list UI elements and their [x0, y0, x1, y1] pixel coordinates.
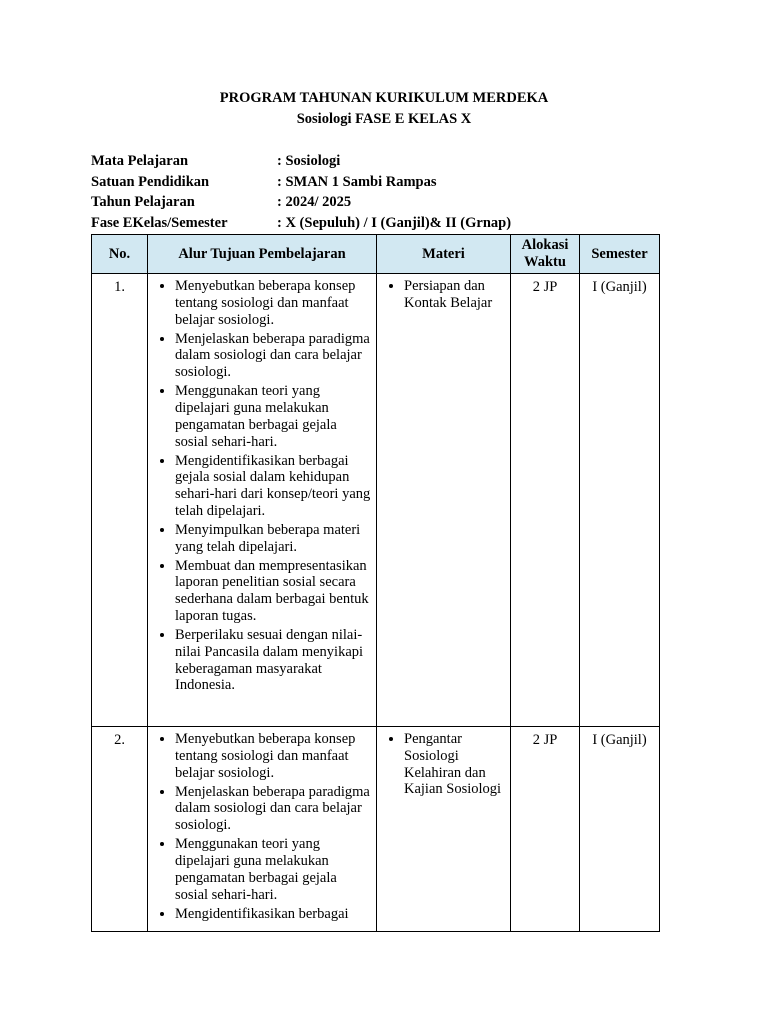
list-item: • Menyebutkan beberapa konsep tentang sosiologi dan manfaat belajar sosiologi. [175, 731, 372, 781]
document-subtitle: Sosiologi FASE E KELAS X [296, 111, 472, 127]
document-title: PROGRAM TAHUNAN KURIKULUM MERDEKA [219, 90, 549, 106]
meta-value: : X (Sepuluh) / I (Ganjil)& II (Grnap) [277, 214, 512, 231]
table-header-row [92, 235, 660, 274]
cell-atp [148, 727, 377, 932]
meta-value: : SMAN 1 Sambi Rampas [277, 173, 437, 190]
cell-no: 1. [92, 274, 148, 727]
cell-materi [377, 274, 511, 727]
list-item: • Membuat dan mempresentasikan laporan penelitian sosial secara sederhana dalam berbagai bentuk laporan tugas. [175, 558, 372, 625]
header-materi: Materi [377, 235, 511, 274]
list-item: • Menjelaskan beberapa paradigma dalam sosiologi dan cara belajar sosiologi. [175, 784, 372, 834]
program-table [91, 234, 660, 932]
cell-atp [148, 274, 377, 727]
table-row [92, 727, 660, 932]
meta-label: Fase EKelas/Semester [91, 214, 228, 231]
meta-label: Satuan Pendidikan [91, 173, 210, 190]
cell-semester: I (Ganjil) [580, 274, 660, 727]
list-item: • Menggunakan teori yang dipelajari guna melakukan pengamatan berbagai gejala sosial sehari-hari. [175, 836, 372, 903]
meta-value: : 2024/ 2025 [277, 194, 352, 210]
list-item: • Menyimpulkan beberapa materi yang telah dipelajari. [175, 522, 372, 556]
list-item: • Menyebutkan beberapa konsep tentang sosiologi dan manfaat belajar sosiologi. [175, 278, 372, 328]
cell-clip [148, 727, 376, 926]
list-item: • Pengantar Sosiologi Kelahiran dan Kajian Sosiologi [404, 731, 506, 798]
list-item: • Berperilaku sesuai dengan nilai-nilai Pancasila dalam menyikapi keberagaman masyarakat Indonesia. [175, 627, 372, 694]
document-meta [91, 151, 511, 233]
header-semester: Semester [580, 235, 660, 274]
materi-list [377, 727, 510, 798]
cell-materi [377, 727, 511, 932]
meta-row-subject [91, 151, 511, 172]
cell-semester: I (Ganjil) [580, 727, 660, 932]
list-item: • Mengidentifikasikan berbagai gejala sosial dalam kehidupan sehari-hari dari konsep/teori yang telah dipelajari. [175, 453, 372, 520]
cell-alokasi: 2 JP [511, 727, 580, 932]
header-no: No. [92, 235, 148, 274]
list-item: • Menjelaskan beberapa paradigma dalam sosiologi dan cara belajar sosiologi. [175, 331, 372, 381]
table-row [92, 274, 660, 727]
atp-list [148, 274, 376, 694]
meta-row-school [91, 172, 511, 193]
header-alokasi: Alokasi Waktu [511, 235, 580, 274]
meta-value: : Sosiologi [277, 153, 341, 169]
atp-list [148, 727, 376, 922]
meta-label: Tahun Pelajaran [91, 194, 195, 210]
materi-list [377, 274, 510, 312]
list-item: • Mengidentifikasikan berbagai [175, 906, 372, 923]
meta-label: Mata Pelajaran [91, 153, 189, 169]
list-item: • Persiapan dan Kontak Belajar [404, 278, 506, 312]
header-atp: Alur Tujuan Pembelajaran [148, 235, 377, 274]
cell-no: 2. [92, 727, 148, 932]
meta-row-phase [91, 213, 511, 234]
meta-row-year [91, 192, 511, 213]
list-item: • Menggunakan teori yang dipelajari guna melakukan pengamatan berbagai gejala sosial sehari-hari. [175, 383, 372, 450]
cell-alokasi: 2 JP [511, 274, 580, 727]
